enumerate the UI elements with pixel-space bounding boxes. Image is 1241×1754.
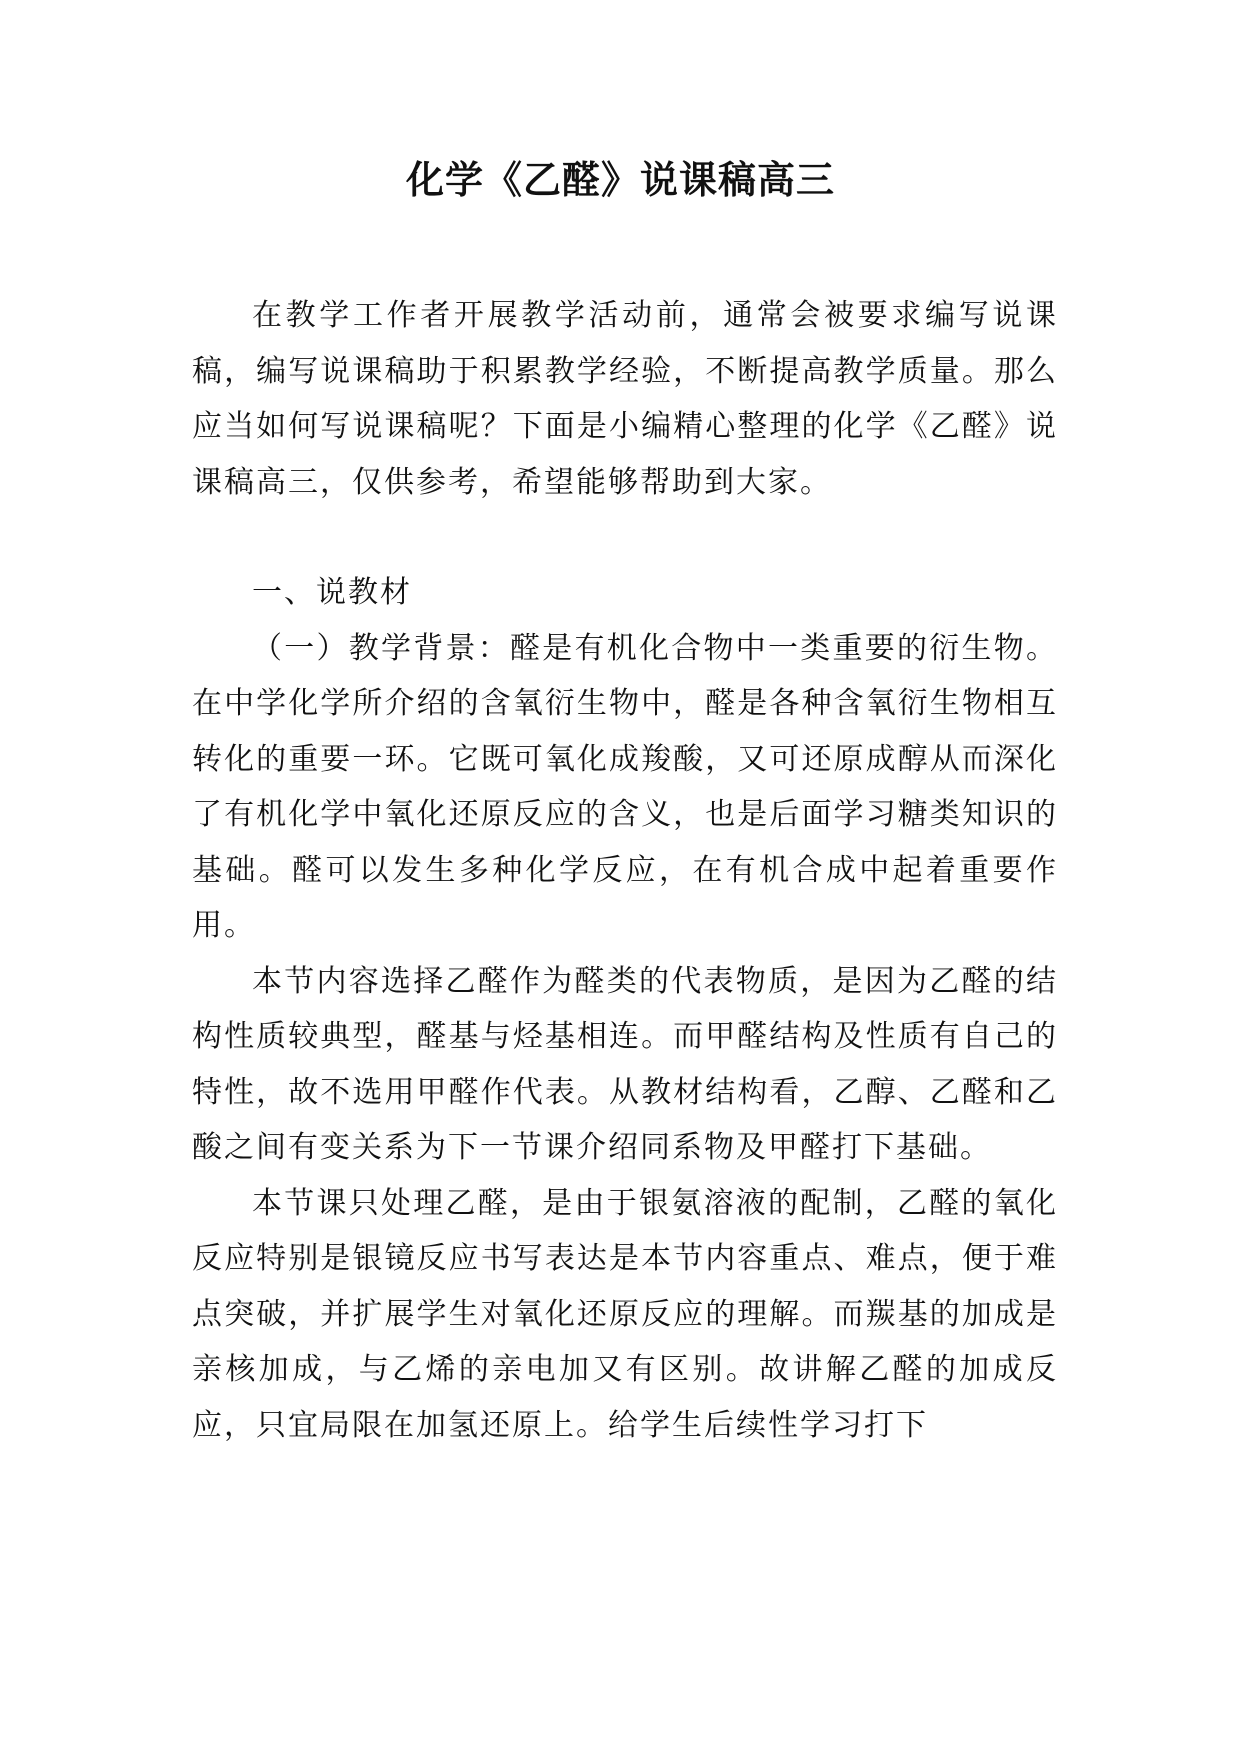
section-heading-textbook: 一、说教材 bbox=[252, 575, 412, 610]
document-body bbox=[192, 288, 1058, 1453]
paragraph-content-selection: 本节内容选择乙醛作为醛类的代表物质，是因为乙醛的结构性质较典型，醛基与烃基相连。而甲醛结构及性质有自己的特性，故不选用甲醛作代表。从教材结构看，乙醇、乙醛和乙酸之间有变关系为下一节课介绍同系物及甲醛打下基础。 bbox=[192, 963, 1058, 1165]
paragraph-teaching-background: （一）教学背景：醛是有机化合物中一类重要的衍生物。在中学化学所介绍的含氧衍生物中，醛是各种含氧衍生物相互转化的重要一环。它既可氧化成羧酸，又可还原成醇从而深化了有机化学中氧化还原反应的含义，也是后面学习糖类知识的基础。醛可以发生多种化学反应，在有机合成中起着重要作用。 bbox=[192, 630, 1058, 943]
document-title: 化学《乙醛》说课稿高三 bbox=[405, 158, 835, 202]
paragraph-lesson-focus: 本节课只处理乙醛，是由于银氨溶液的配制，乙醛的氧化反应特别是银镜反应书写表达是本节内容重点、难点，便于难点突破，并扩展学生对氧化还原反应的理解。而羰基的加成是亲核加成，与乙烯的亲电加又有区别。故讲解乙醛的加成反应，只宜局限在加氢还原上。给学生后续性学习打下 bbox=[192, 1185, 1058, 1443]
intro-paragraph: 在教学工作者开展教学活动前，通常会被要求编写说课稿，编写说课稿助于积累教学经验，不断提高教学质量。那么应当如何写说课稿呢？下面是小编精心整理的化学《乙醛》说课稿高三，仅供参考，希望能够帮助到大家。 bbox=[192, 298, 1058, 500]
